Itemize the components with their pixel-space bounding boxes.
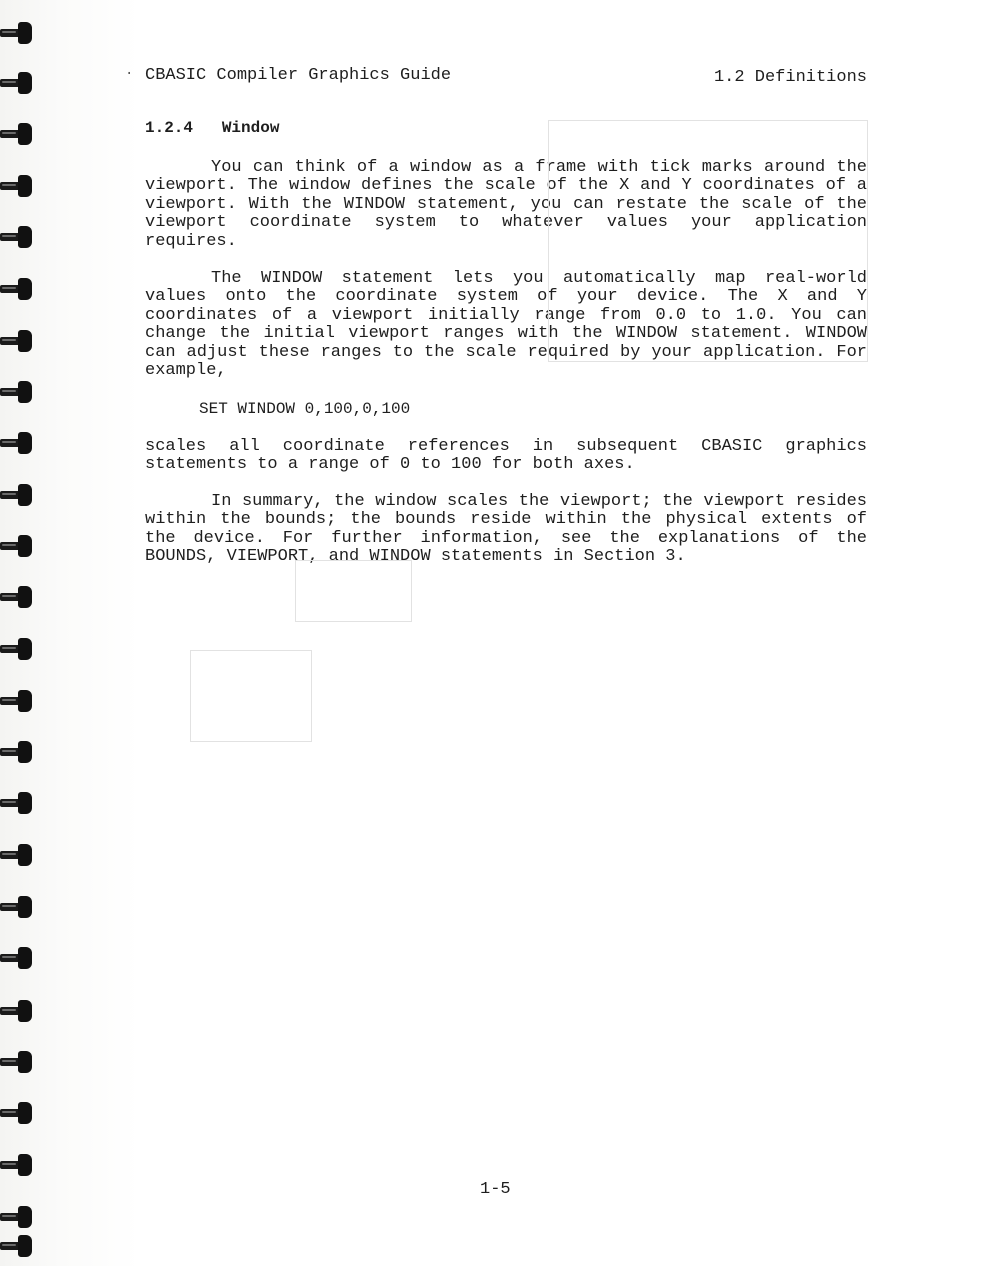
binding-ring xyxy=(0,484,36,506)
binding-ring xyxy=(0,1235,36,1257)
binding-ring xyxy=(0,175,36,197)
binding-ring xyxy=(0,844,36,866)
binding-ring xyxy=(0,1102,36,1124)
binding-ring xyxy=(0,381,36,403)
binding-ring xyxy=(0,586,36,608)
running-header xyxy=(145,66,867,88)
binding-ring xyxy=(0,535,36,557)
binding-ring xyxy=(0,1154,36,1176)
binding-ring xyxy=(0,947,36,969)
binding-ring xyxy=(0,226,36,248)
section-number: 1.2.4 xyxy=(145,119,194,137)
binding-ring xyxy=(0,741,36,763)
binding-ring xyxy=(0,896,36,918)
paragraph-3-text: scales all coordinate references in subsequent CBASIC graphics statements to a range of 0 to 100 for both axes. xyxy=(145,437,867,475)
binding-ring xyxy=(0,1051,36,1073)
code-example: SET WINDOW 0,100,0,100 xyxy=(199,400,411,418)
binding-ring xyxy=(0,690,36,712)
bleed-through-frame xyxy=(548,120,868,362)
paragraph-3 xyxy=(145,438,867,475)
spiral-binding xyxy=(0,0,40,1266)
section-heading xyxy=(145,119,279,137)
page-number: 1-5 xyxy=(480,1180,511,1199)
bleed-through-frame xyxy=(190,650,312,742)
binding-ring xyxy=(0,432,36,454)
section-title: Window xyxy=(221,119,280,137)
binding-ring xyxy=(0,1000,36,1022)
header-title: CBASIC Compiler Graphics Guide xyxy=(145,66,452,85)
paragraph-4 xyxy=(145,493,867,567)
bleed-through-frame xyxy=(295,560,412,622)
binding-ring xyxy=(0,22,36,44)
binding-ring xyxy=(0,792,36,814)
paragraph-2-text: The WINDOW statement lets you automatically map real-world values onto the coordinate system of your device. The X and Y coordinates of a viewport initially range from 0.0 to 1.0. You can change the initial viewport ranges with the WINDOW statement. WINDOW can adjust these ranges to the scale required by your application. For example, xyxy=(145,269,867,381)
binding-ring xyxy=(0,72,36,94)
header-section: 1.2 Definitions xyxy=(713,68,867,87)
paragraph-4-text: In summary, the window scales the viewport; the viewport resides within the bounds; the bounds reside within the physical extents of the device. For further information, see the explanations of the BOUNDS, VIEWPORT, and WINDOW statements in Section 3. xyxy=(145,492,867,567)
binding-ring xyxy=(0,1206,36,1228)
binding-ring xyxy=(0,330,36,352)
paragraph-1-text: You can think of a window as a frame with tick marks around the viewport. The window defines the scale of the X and Y coordinates of a viewport. With the WINDOW statement, you can restate the scale of the viewport coordinate system to whatever values your application requires. xyxy=(145,158,867,251)
binding-ring xyxy=(0,123,36,145)
margin-mark: · xyxy=(125,66,134,82)
binding-ring xyxy=(0,278,36,300)
binding-ring xyxy=(0,638,36,660)
